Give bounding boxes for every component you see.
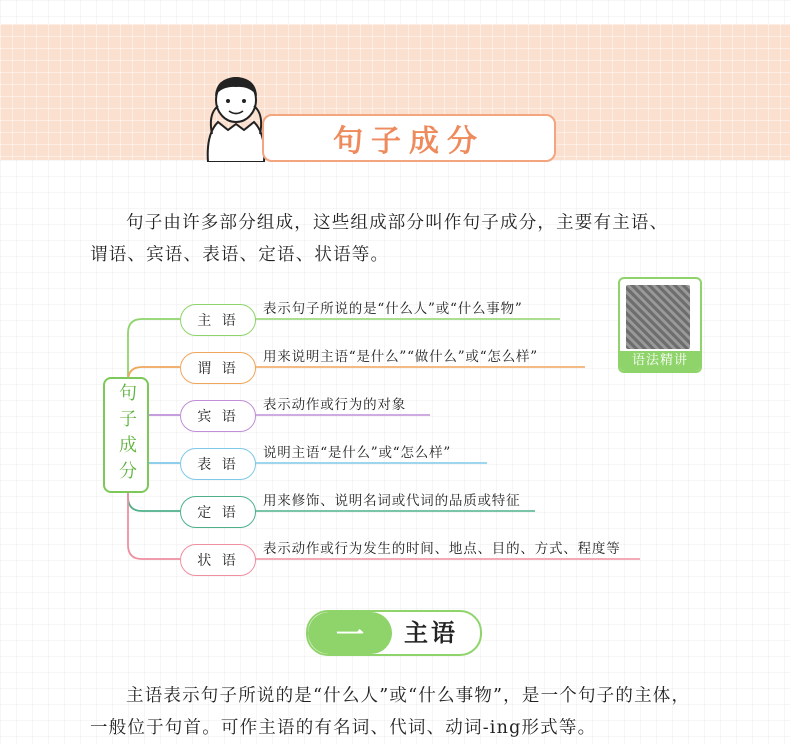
mindmap-desc-1: 用来说明主语“是什么”“做什么”或“怎么样” [263,349,539,365]
section-title: 主语 [404,619,458,647]
mindmap-desc-0: 表示句子所说的是“什么人”或“什么事物” [263,301,523,317]
page-title: 句子成分 [333,124,485,159]
mindmap-desc-2: 表示动作或行为的对象 [263,397,406,413]
mindmap-branch-5 [128,491,180,559]
mindmap-root-label: 句子成分 [116,383,137,487]
mindmap-root [103,377,149,493]
mindmap-node-3: 表 语 [180,448,256,480]
mindmap-desc-3: 说明主语“是什么”或“怎么样” [263,445,452,461]
mindmap-node-1: 谓 语 [180,352,256,384]
mindmap-branch-4 [128,491,180,511]
body-paragraph [90,680,710,744]
intro-line-1: 句子由许多部分组成，这些组成部分叫作句子成分，主要有主语、 [126,213,669,233]
mindmap-desc-4: 用来修饰、说明名词或代词的品质或特征 [263,493,521,509]
body-line-1: 主语表示句子所说的是“什么人”或“什么事物”，是一个句子的主体， [126,686,691,706]
qr-code-card[interactable] [618,277,702,373]
mindmap-desc-5: 表示动作或行为发生的时间、地点、目的、方式、程度等 [263,541,621,557]
section-number: 一 [308,612,392,654]
mindmap-node-4: 定 语 [180,496,256,528]
qr-code-image[interactable] [626,285,690,349]
body-line-2: 一般位于句首。可作主语的有名词、代词、动词-ing形式等。 [90,718,597,738]
mindmap-node-0: 主 语 [180,304,256,336]
section-heading [306,610,482,656]
intro-line-2: 谓语、宾语、表语、定语、状语等。 [90,245,390,265]
mindmap-node-5: 状 语 [180,544,256,576]
mindmap-node-2: 宾 语 [180,400,256,432]
qr-code-label: 语法精讲 [620,351,700,371]
